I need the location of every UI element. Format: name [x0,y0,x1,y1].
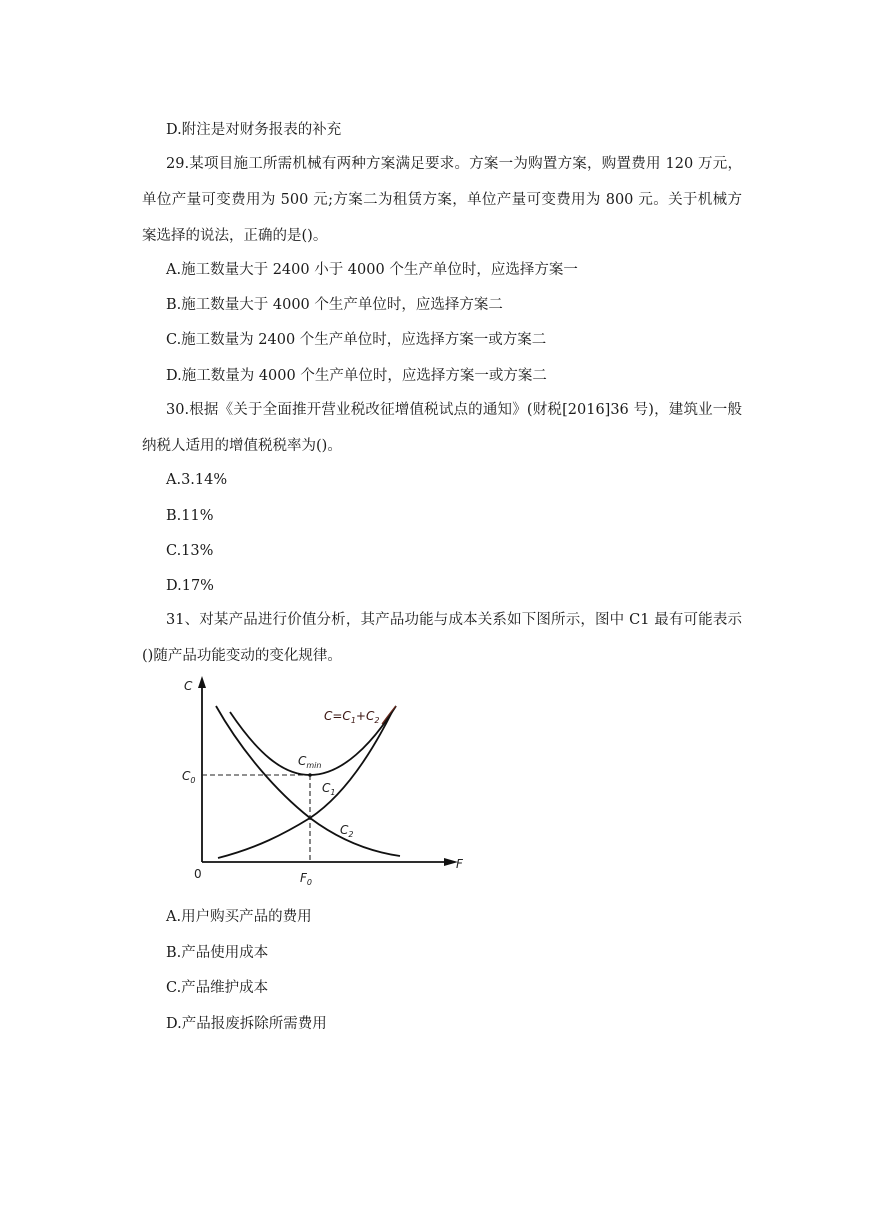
q30-option-a: A.3.14% [166,472,228,488]
f0-label: $F_0$ [300,871,312,887]
y-axis-label: C [184,679,193,693]
curve-total-cost-highlight [382,706,396,724]
q31-option-b: B.产品使用成本 [166,945,269,961]
cmin-label: $C_{min}$ [298,754,322,770]
curve-c2 [218,712,392,858]
q30-option-c: C.13% [166,543,214,559]
q29-stem: 29.某项目施工所需机械有两种方案满足要求。方案一为购置方案，购置费用 120 万元，单位产量可变费用为 500 元;方案二为租赁方案，单位产量可变费用为 800 元。关于机械方案选择的说法，正确的是()。 [142,156,742,244]
q29-option-c: C.施工数量为 2400 个生产单位时，应选择方案一或方案二 [166,332,547,348]
q30-option-d: D.17% [166,578,214,594]
function-cost-chart [172,672,472,890]
q30-stem: 30.根据《关于全面推开营业税改征增值税试点的通知》(财税[2016]36 号)，建筑业一般纳税人适用的增值税税率为()。 [142,402,742,454]
q31-option-c: C.产品维护成本 [166,980,269,996]
q29-option-a: A.施工数量大于 2400 小于 4000 个生产单位时，应选择方案一 [166,262,578,278]
q29-option-d: D.施工数量为 4000 个生产单位时，应选择方案一或方案二 [166,368,547,384]
q31-option-d: D.产品报废拆除所需费用 [166,1016,327,1032]
y-axis-arrow [198,676,206,688]
curve-c1 [216,706,400,856]
q29-option-b: B.施工数量大于 4000 个生产单位时，应选择方案二 [166,297,503,313]
q30-option-b: B.11% [166,508,214,524]
x-axis-label: F [456,857,463,871]
c0-label: $C_0$ [182,769,196,785]
c1-label: $C_1$ [322,781,336,797]
c2-label: $C_2$ [340,823,354,839]
total-cost-label: $C=C_1+C_2$ [324,709,380,725]
cmin-point [308,773,312,777]
q31-option-a: A.用户购买产品的费用 [166,909,312,925]
function-cost-figure [172,672,472,890]
prev-question-option-d: D.附注是对财务报表的补充 [166,122,342,138]
origin-label: 0 [194,867,202,881]
q31-stem: 31、对某产品进行价值分析，其产品功能与成本关系如下图所示，图中 C1 最有可能表示()随产品功能变动的变化规律。 [142,612,742,664]
